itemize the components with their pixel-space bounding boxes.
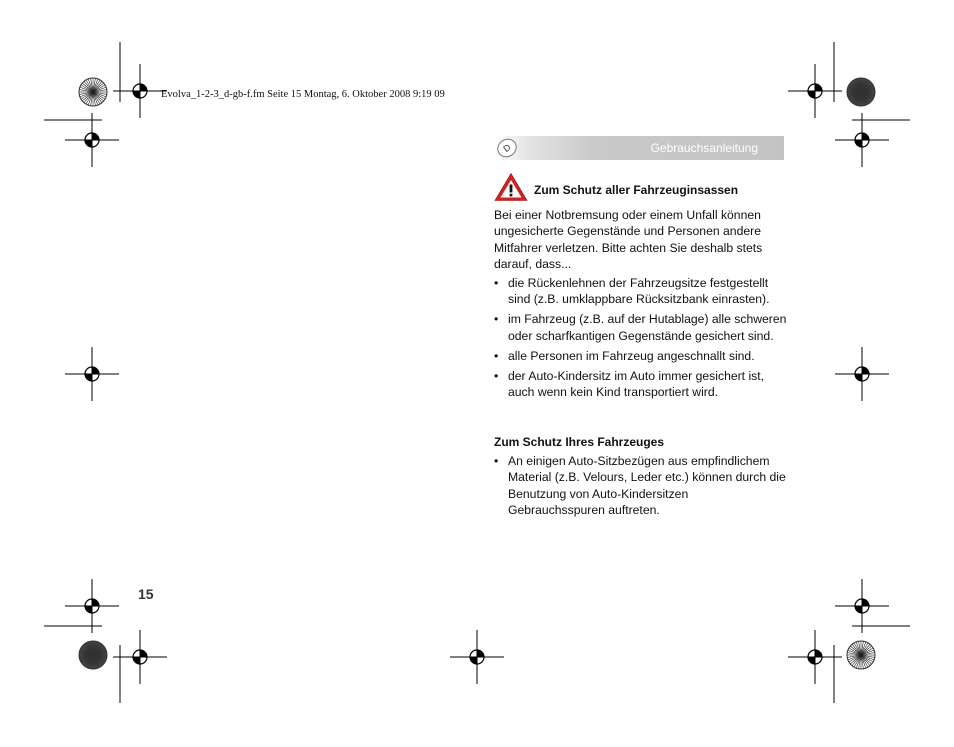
list-item-text: An einigen Auto-Sitzbezügen aus empfindlichem Material (z.B. Velours, Leder etc.) können durch die Benutzung von Auto-Kindersitzen Gebrauchsspuren auftreten. bbox=[508, 454, 786, 518]
bullet-symbol: • bbox=[494, 276, 499, 290]
registration-mark-icon bbox=[65, 347, 119, 401]
print-info: Evolva_1-2-3_d-gb-f.fm Seite 15 Montag, 6. Oktober 2008 9:19 09 bbox=[161, 89, 445, 100]
registration-mark-icon bbox=[835, 347, 889, 401]
list-item-text: der Auto-Kindersitz im Auto immer gesichert ist, auch wenn kein Kind transportiert wird. bbox=[508, 368, 765, 399]
registration-mark-icon bbox=[65, 113, 119, 167]
registration-mark-icon bbox=[450, 630, 504, 684]
registration-mark-icon bbox=[113, 630, 167, 684]
list-item-text: alle Personen im Fahrzeug angeschnallt sind. bbox=[508, 348, 755, 363]
registration-mark-icon bbox=[113, 64, 167, 118]
language-badge: D bbox=[494, 135, 521, 161]
list-item-text: die Rückenlehnen der Fahrzeugsitze festgestellt sind (z.B. umklappbare Rücksitzbank einrasten). bbox=[508, 276, 770, 307]
registration-mark-icon bbox=[835, 113, 889, 167]
section-heading-occupants: Zum Schutz aller Fahrzeuginsassen bbox=[534, 183, 739, 197]
bullet-symbol: • bbox=[494, 312, 499, 327]
section-heading-vehicle: Zum Schutz Ihres Fahrzeuges bbox=[494, 435, 665, 449]
bullet-symbol: • bbox=[494, 368, 499, 383]
color-swatch-icon bbox=[79, 641, 107, 669]
registration-mark-icon bbox=[835, 579, 889, 633]
bullet-symbol: • bbox=[494, 348, 499, 363]
bullet-symbol: • bbox=[494, 454, 499, 468]
list-item-text: im Fahrzeug (z.B. auf der Hutablage) alle schweren oder scharfkantigen Gegenstände gesichert sind. bbox=[508, 312, 787, 343]
intro-paragraph: Bei einer Notbremsung oder einem Unfall können ungesicherte Gegenstände und Personen andere Mitfahrer verletzen. Bitte achten Sie deshalb stets darauf, dass... bbox=[494, 208, 763, 272]
color-swatch-icon bbox=[847, 78, 875, 106]
color-swatch-icon bbox=[847, 641, 875, 669]
page-number: 15 bbox=[138, 586, 154, 602]
color-swatch-icon bbox=[79, 78, 107, 106]
header-title: Gebrauchsanleitung bbox=[650, 141, 758, 155]
registration-mark-icon bbox=[65, 579, 119, 633]
